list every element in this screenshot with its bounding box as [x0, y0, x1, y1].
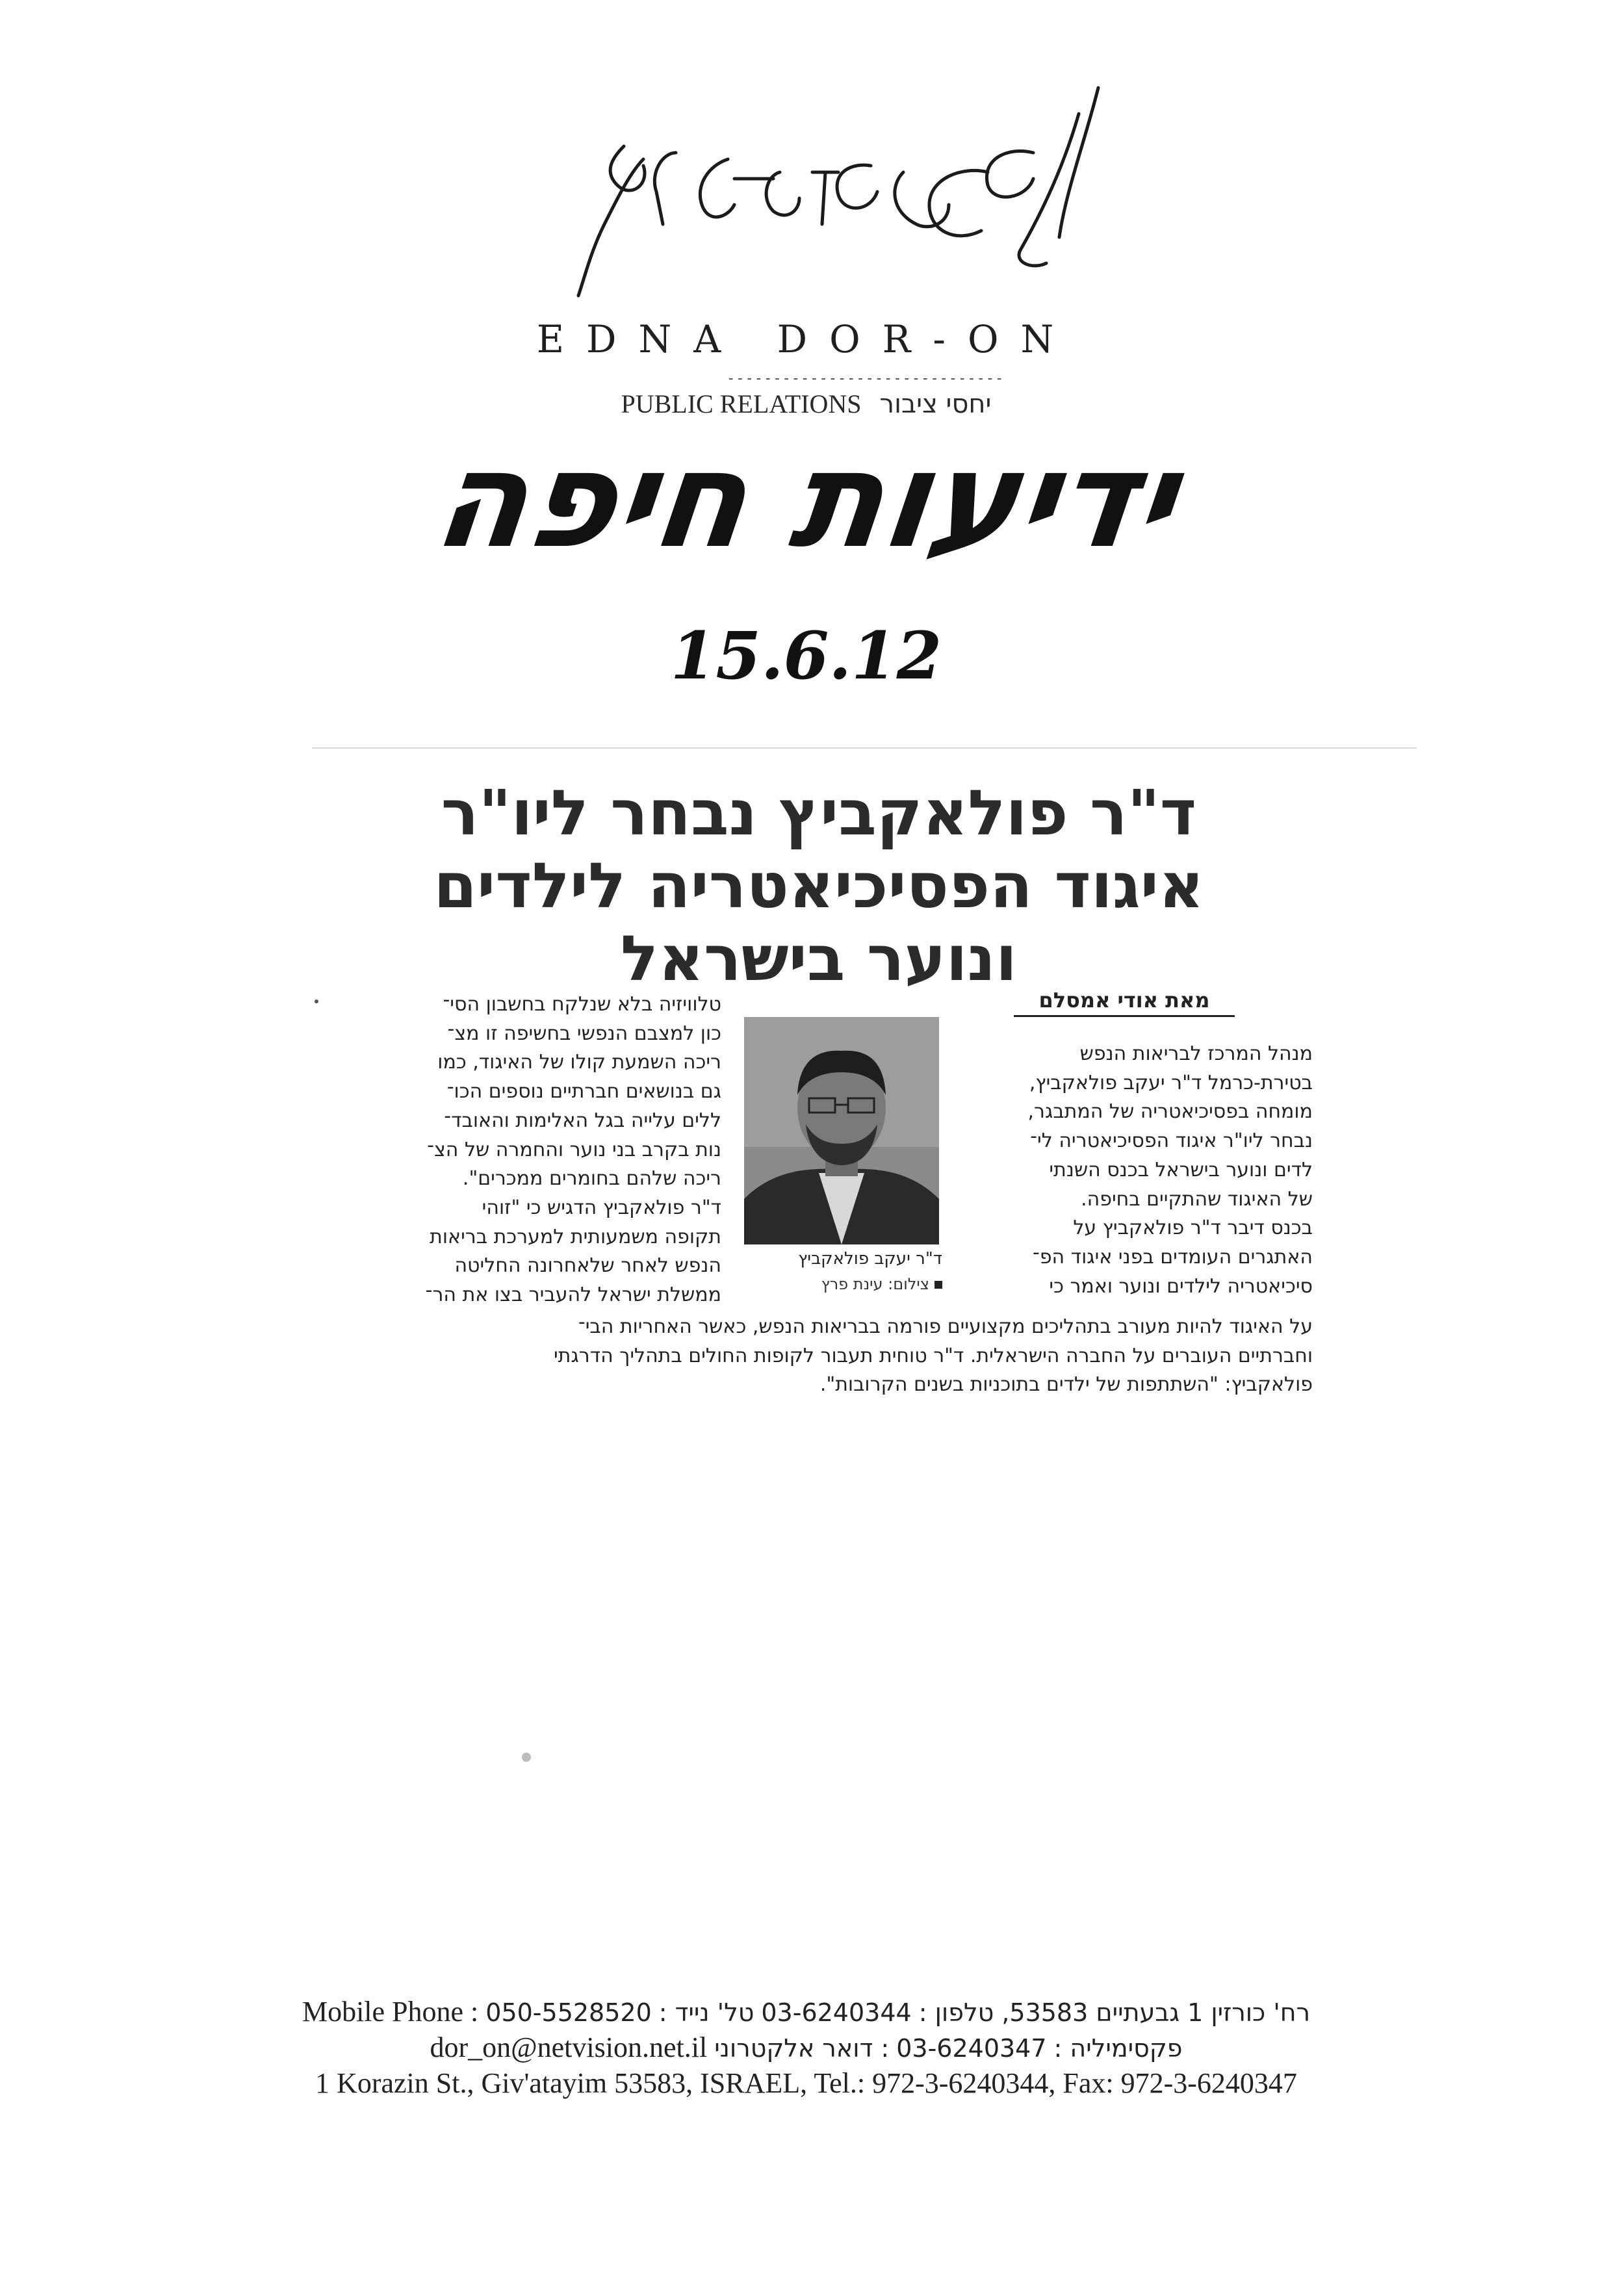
footer-address-he: רח' כורזין 1 גבעתיים 53583, טלפון :	[918, 1998, 1311, 2027]
brand-name: EDNA DOR-ON	[536, 317, 1076, 361]
footer-email-label-he: : דואר אלקטרוני	[714, 2034, 890, 2063]
footer-email: dor_on@netvision.net.il	[430, 2031, 708, 2063]
article-column-left: טלוויזיה בלא שנלקח בחשבון הסי־ כון למצבם הנפשי בחשיפה זו מצ־ ריכה השמעת קולו של האיגוד, כמו גם בנושאים חברתיים נוספים הכו־ ללים עלייה בגל האלימות והאובד־ נות בקרב בני נוער והחמרה של הצ־ ריכה שלהם בחומרים ממכרים". ד"ר פולאקביץ הדגיש כי "זוהי תקופה משמעותית למערכת בריאות הנפש לאחר שלאחרונה החליטה ממשלת ישראל להעביר בצו את הר־	[425, 993, 721, 1307]
author-photo	[744, 1017, 939, 1244]
article-column-right: מנהל המרכז לבריאות הנפש בטירת-כרמל ד"ר יעקב פולאקביץ, מומחה בפסיכיאטריה של המתבגר, נבחר ליו"ר איגוד הפסיכיאטריה לי־ לדים ונוער בישראל בכנס השנתי של האיגוד שהתקיים בחיפה. בכנס דיבר ד"ר פולאקביץ על האתגרים העומדים בפני איגוד הפ־ סיכיאטריה לילדים ונוער ואמר כי	[1027, 1042, 1313, 1298]
footer-contact-line-1	[0, 1995, 1612, 2028]
footer-phone-number: 03-6240344	[761, 1998, 912, 2027]
portrait-image	[744, 1017, 939, 1244]
subtitle-hebrew: יחסי ציבור	[879, 389, 992, 419]
footer-address-en: 1 Korazin St., Giv'atayim 53583, ISRAEL, Tel.: 972-3-6240344, Fax: 972-3-6240347	[315, 2067, 1297, 2099]
brand-subtitle	[0, 389, 1612, 419]
newspaper-masthead: ידיעות חיפה	[426, 423, 1187, 578]
footer-mobile-label-he: טל' נייד :	[658, 1998, 754, 2027]
bullet-icon	[934, 1281, 942, 1289]
signature-logo	[565, 75, 1137, 309]
article-byline: מאת אודי אמסלם	[1014, 988, 1235, 1017]
brand-divider: ------------------------------	[727, 370, 1005, 387]
photo-credit-text: צילום: עינת פרץ	[821, 1275, 929, 1293]
footer-fax-number: 03-6240347	[896, 2034, 1047, 2063]
footer-fax-label-he: פקסימיליה :	[1053, 2034, 1183, 2063]
scan-speck	[315, 999, 318, 1003]
clipping-divider	[312, 747, 1417, 749]
footer-mobile-number: 050-5528520	[485, 1998, 652, 2027]
photo-caption-credit	[741, 1275, 942, 1293]
scan-speck	[522, 1753, 531, 1762]
article-column-bottom: על האיגוד להיות מעורב בתהליכים מקצועיים פורמה בבריאות הנפש, כאשר האחריות הבי־ וחברתיים העוברים על החברה הישראלית. ד"ר טוחית תעבור לקופות החולים בתהליך הדרגתי פולאקביץ: "השתתפות של ילדים בתוכניות בשנים הקרובות".	[553, 1315, 1313, 1397]
subtitle-english: PUBLIC RELATIONS	[621, 389, 862, 419]
article-headline: ד"ר פולאקביץ נבחר ליו"ר איגוד הפסיכיאטריה לילדים ונוער בישראל	[433, 777, 1204, 995]
footer-mobile-label: Mobile Phone :	[302, 1996, 479, 2028]
photo-caption-name: ד"ר יעקב פולאקביץ	[798, 1249, 942, 1269]
footer-contact-line-2	[0, 2031, 1612, 2064]
issue-date: 15.6.12	[670, 617, 942, 694]
